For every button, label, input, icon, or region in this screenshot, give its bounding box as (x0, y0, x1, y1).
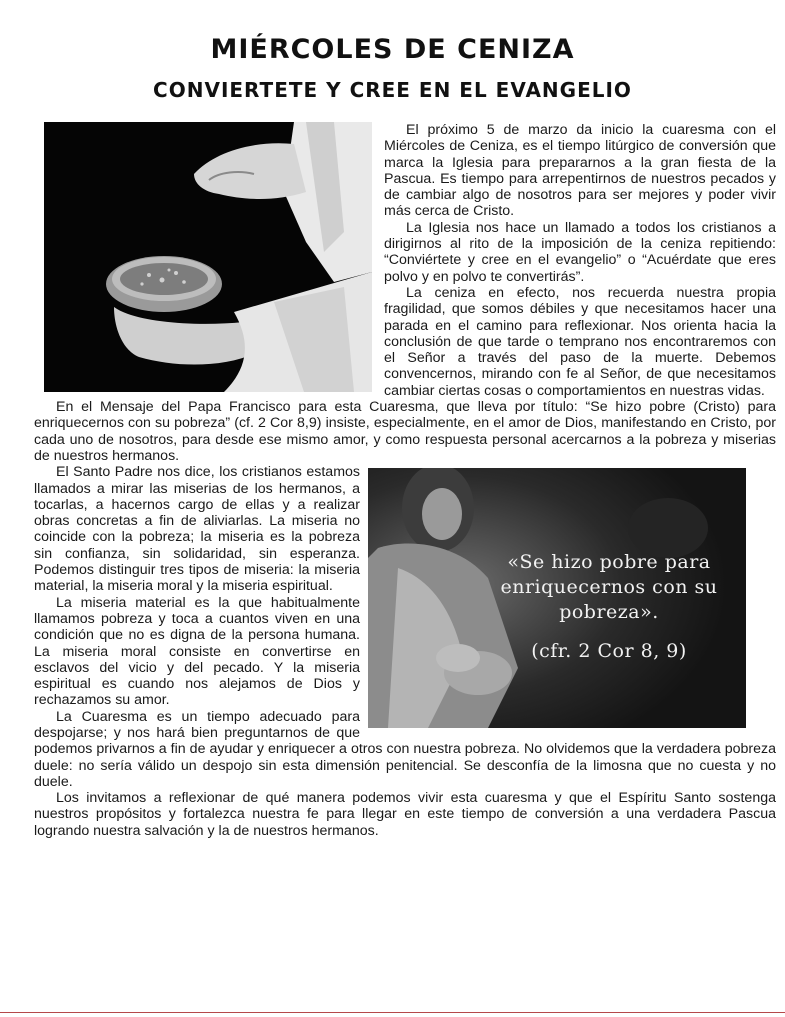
paragraph-2: La Iglesia nos hace un llamado a todos los cristianos a dirigirnos al rito de la imposición de la ceniza repitiendo: “Conviértete y cree en el evangelio” o “Acuérdate que eres polvo y en polvo te convertirás”. (384, 219, 776, 285)
quote-reference: (cfr. 2 Cor 8, 9) (531, 640, 687, 663)
paragraph-7: La Cuaresma es un tiempo adecuado para despojarse; y nos hará bien preguntarnos de que podemos privarnos a fin de ayudar y enriquecer a otros con nuestra pobreza. No olvidemos que la verdadera pobreza duele: no sería válido un despojo sin esta dimensión penitencial. Se desconfía de la limosna que no cuesta y no duele. (34, 708, 776, 790)
page-subtitle: CONVIERTETE Y CREE EN EL EVANGELIO (153, 78, 632, 102)
bottom-rule (0, 1012, 785, 1013)
article-body (34, 122, 776, 839)
paragraph-5: El Santo Padre nos dice, los cristianos estamos llamados a mirar las miserias de los hermanos, a tocarlas, a hacernos cargo de ellas y a realizar obras concretas a fin de aliviarlas. La miseria no coincide con la pobreza; la miseria es la pobreza sin confianza, sin solidaridad, sin esperanza. Podemos distinguir tres tipos de miseria: la miseria material, la miseria moral y la miseria espiritual. (34, 464, 360, 595)
paragraph-3: La ceniza en efecto, nos recuerda nuestra propia fragilidad, que somos débiles y que necesitamos hacer una parada en el camino para reflexionar. Nos orienta hacia la conclusión de que tarde o temprano nos encontraremos con el Señor a través del paso de la muerte. Debemos convencernos, mirando con fe al Señor, de que necesitamos cambiar ciertas cosas o comportamientos en nuestras vidas. (384, 284, 776, 399)
paragraph-6: La miseria material es la que habitualmente llamamos pobreza y toca a cuantos viven en una condición que no es digna de la persona humana. La miseria moral consiste en convertirse en esclavos del vicio y del pecado. Y la miseria espiritual es cuando nos alejamos de Dios y rechazamos su amor. (34, 594, 360, 709)
paragraph-1: El próximo 5 de marzo da inicio la cuaresma con el Miércoles de Ceniza, es el tiempo litúrgico de conversión que marca la Iglesia para prepararnos a la gran fiesta de la Pascua. Es tiempo para arrepentirnos de nuestros pecados y de cambiar algo de nosotros para ser mejores y poder vivir más cerca de Cristo. (384, 122, 776, 220)
paragraph-4: En el Mensaje del Papa Francisco para esta Cuaresma, que lleva por título: “Se hizo pobre (Cristo) para enriquecernos con su pobreza” (cf. 2 Cor 8,9) insiste, especialmente, en el amor de Dios, manifestando en Cristo, por cada uno de nosotros, para desde ese mismo amor, y como respuesta personal acercarnos a la pobreza y miserias de nuestros hermanos. (34, 399, 776, 464)
page-title: MIÉRCOLES DE CENIZA (210, 34, 575, 65)
christ-washing-hands-image (368, 468, 746, 728)
hand-with-ash-bowl-photo (44, 122, 372, 392)
paragraph-8: Los invitamos a reflexionar de qué manera podemos vivir esta cuaresma y que el Espíritu Santo sostenga nuestros propósitos y fortalezca nuestra fe para llegar en este tiempo de conversión a una verdadera Pascua logrando nuestra salvación y la de nuestros hermanos. (34, 790, 776, 839)
quote-text (478, 550, 740, 664)
quote-line: «Se hizo pobre para enriquecernos con su pobreza». (500, 551, 718, 624)
